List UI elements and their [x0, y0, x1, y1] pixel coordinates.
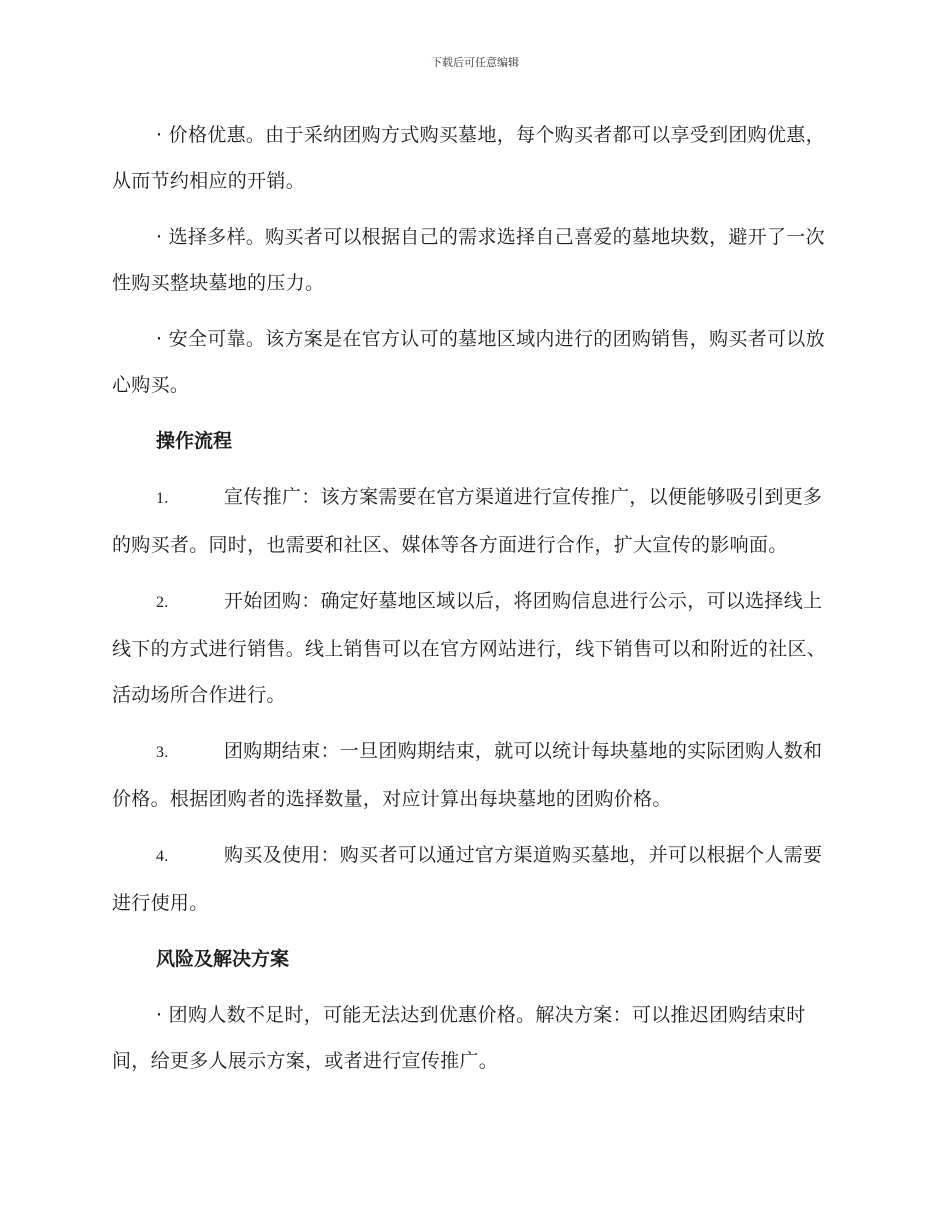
- step-text: 宣传推广：该方案需要在官方渠道进行宣传推广，以便能够吸引到更多的购买者。同时，也需要和社区、媒体等各方面进行合作，扩大宣传的影响面。: [112, 486, 823, 556]
- step-1: [112, 474, 834, 568]
- step-text: 团购期结束：一旦团购期结束，就可以统计每块墓地的实际团购人数和价格。根据团购者的选择数量，对应计算出每块墓地的团购价格。: [112, 740, 823, 810]
- heading-risks-solutions: 风险及解决方案: [156, 948, 290, 970]
- step-2: [112, 578, 834, 718]
- paragraph-risk-insufficient: · 团购人数不足时，可能无法达到优惠价格。解决方案：可以推迟团购结束时间，给更多人展示方案，或者进行宣传推广。: [112, 1004, 806, 1072]
- paragraph-price-benefit: · 价格优惠。由于采纳团购方式购买墓地，每个购买者都可以享受到团购优惠，从而节约相应的开销。: [112, 124, 825, 192]
- step-text: 购买及使用：购买者可以通过官方渠道购买墓地，并可以根据个人需要进行使用。: [112, 844, 823, 914]
- step-4: [112, 832, 834, 926]
- step-number: 3.: [156, 744, 169, 761]
- step-number: 1.: [156, 490, 169, 507]
- paragraph-choice-variety: · 选择多样。购买者可以根据自己的需求选择自己喜爱的墓地块数，避开了一次性购买整块墓地的压力。: [112, 226, 825, 294]
- step-text: 开始团购：确定好墓地区域以后，将团购信息进行公示，可以选择线上线下的方式进行销售。线上销售可以在官方网站进行，线下销售可以和附近的社区、活动场所合作进行。: [112, 590, 827, 706]
- step-3: [112, 728, 834, 822]
- paragraph-safety: · 安全可靠。该方案是在官方认可的墓地区域内进行的团购销售，购买者可以放心购买。: [112, 328, 825, 396]
- step-number: 2.: [156, 594, 169, 611]
- document-body: [112, 112, 834, 1094]
- heading-operation-process: 操作流程: [156, 430, 233, 452]
- page-header: 下载后可任意编辑: [431, 56, 519, 69]
- step-number: 4.: [156, 848, 169, 865]
